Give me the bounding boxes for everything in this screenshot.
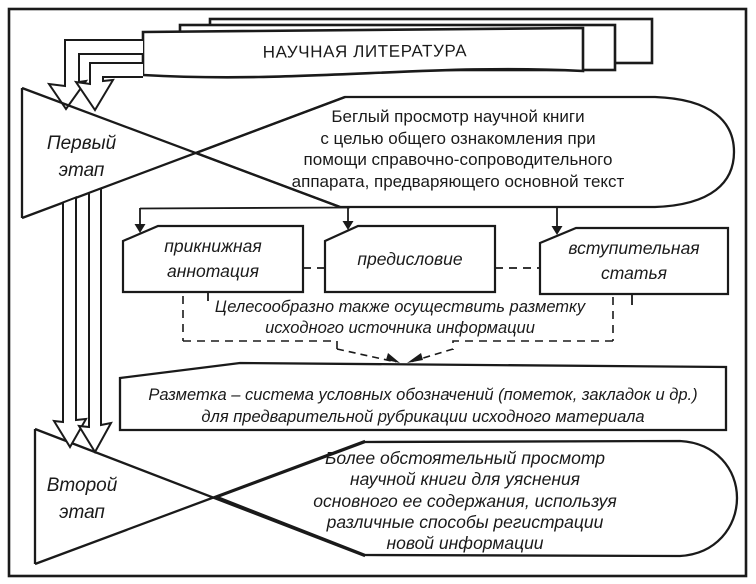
- flow-arrow-title-right: [76, 63, 143, 110]
- note-arrow-right-head: [407, 353, 423, 363]
- annotation-box-label: прикнижная аннотация: [164, 236, 262, 281]
- overview-banner-text: Беглый просмотр научной книги с целью общего ознакомления при помощи справочно-сопроводительного аппарата, предваряющего основной текст: [291, 107, 625, 191]
- preface-box-label: предисловие: [357, 249, 463, 269]
- flow-arrow-stage1-to-stage2-right: [79, 189, 111, 453]
- note-bracket-bottom-left: [183, 341, 337, 350]
- stage2-label: Второй этап: [46, 475, 118, 523]
- stage1-label: Первый этап: [46, 133, 117, 181]
- intro-article-box-label: вступительная статья: [568, 238, 700, 283]
- title-label: НАУЧНАЯ ЛИТЕРАТУРА: [262, 41, 468, 62]
- flow-arrow-stage1-to-stage2-left: [54, 198, 86, 448]
- note-bracket-bottom-right: [453, 341, 613, 350]
- distribution-line: [140, 208, 350, 209]
- detailed-review-banner-text: Более обстоятельный просмотр научной книги для уяснения основного ее содержания, используя различные способы регистрации новой информации: [313, 448, 617, 554]
- note-arrow-left-head: [386, 353, 400, 363]
- page-title: [150, 39, 580, 64]
- note-text: Целесообразно также осуществить разметку исходного источника информации: [214, 298, 586, 337]
- markup-definition-text: Разметка – система условных обозначений (пометок, закладок и др.) для предварительной рубрикации исходного материала: [148, 386, 698, 426]
